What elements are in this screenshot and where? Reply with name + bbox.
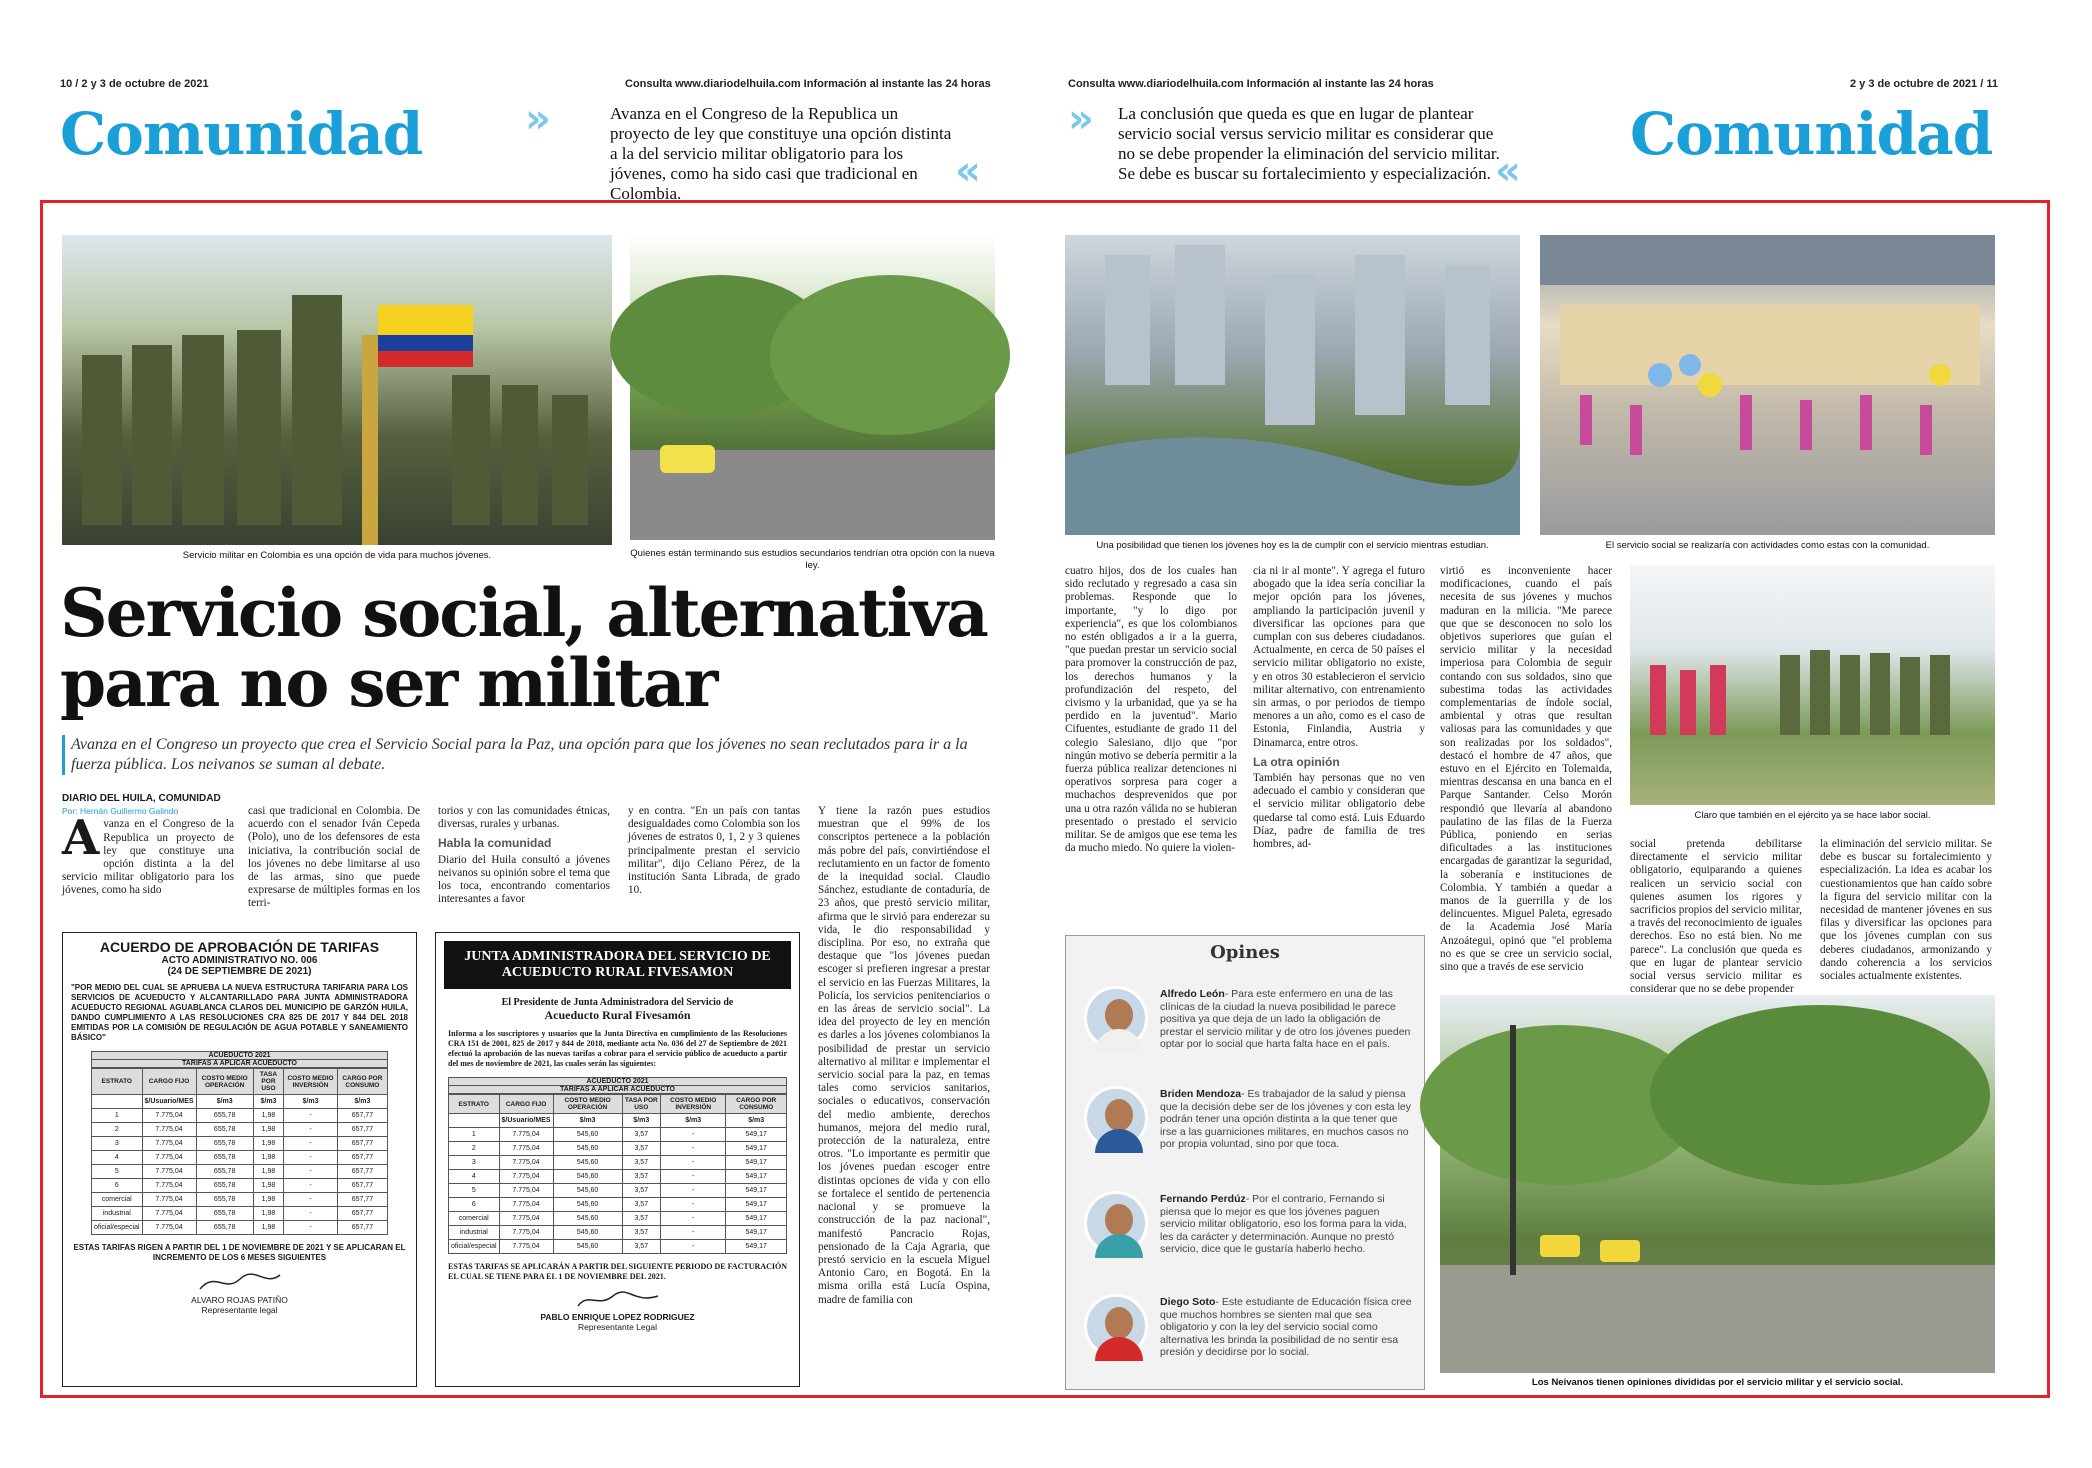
table-cell: 3,57 [622,1184,660,1198]
table-cell: 1,98 [253,1123,283,1137]
table-cell: comercial [92,1193,143,1207]
ad2-intro-1: El Presidente de Junta Administradora del Servicio de [501,997,734,1008]
ad-tariffs-aguablanca [62,932,417,1387]
col1-text: vanza en el Congreso de la Republica un proyecto de ley que constituye una opción distinta a la del servicio militar obligatorio para los jóvenes, como ha sido [62,818,234,897]
r-col2a-text: cia ni ir al monte". Y agrega el futuro abogado que la idea sería conciliar la mejor opción para los jóvenes, ampliando la participación juvenil y diversificar las opciones para que cumplan con sus deberes ciudadanos. Actualmente, en cerca de 50 países el servicio militar obligatorio no existe, y en otros 30 establecieron el servicio militar alternativo, con entrenamiento sin armas, o por periodos de tiempo menores a un año, como es el caso de Estonia, Finlandia, Austria y Dinamarca, entre otros. [1253,565,1425,749]
opines-title: Opines [1210,942,1280,963]
table-header-cell: CARGO FIJO [142,1069,196,1095]
table-cell: 657,77 [337,1193,387,1207]
table-cell: 7.775,04 [142,1165,196,1179]
left-page-number-date: 10 / 2 y 3 de octubre de 2021 [60,78,209,90]
left-pull-quote: Avanza en el Congreso de la Republica un proyecto de ley que constituye una opción distinta a la del servicio militar obligatorio para los jóvenes, como ha sido casi que tradicional en Colombia. [610,104,952,203]
table-cell: oficial/especial [449,1240,500,1254]
article-byline: DIARIO DEL HUILA, COMUNIDAD [62,793,221,804]
table-header-cell: COSTO MEDIO INVERSIÓN [284,1069,338,1095]
ad1-subtitle-1: ACTO ADMINISTRATIVO NO. 006 [161,955,318,966]
caption-soldiers: Servicio militar en Colombia es una opción de vida para muchos jóvenes. [182,550,492,561]
table-row [92,1207,388,1221]
table-cell: 549,17 [726,1240,787,1254]
table-row [92,1165,388,1179]
ad1-signature-icon [195,1269,285,1295]
table-cell: 2 [92,1123,143,1137]
table-cell: - [284,1137,338,1151]
table-cell: 3 [92,1137,143,1151]
table-row [92,1137,388,1151]
table-header-row [449,1095,787,1114]
table-row [449,1128,787,1142]
opinion-item-0 [1160,988,1416,1051]
chevron-left-icon: « [955,148,981,194]
opinion-item-2 [1160,1193,1416,1256]
ad1-title: ACUERDO DE APROBACIÓN DE TARIFAS [99,939,380,955]
caption-park: Los Neivanos tienen opiniones divididas por el servicio militar y el servicio social. [1531,1377,1904,1388]
avatar-shirt-0 [1095,1029,1143,1053]
table-cell: 7.775,04 [499,1128,553,1142]
article-col-1 [62,792,234,922]
ad2-table-title-2: TARIFAS A APLICAR ACUEDUCTO [448,1086,787,1094]
table-cell: 655,78 [196,1221,253,1235]
table-row [449,1142,787,1156]
table-unit-cell: $/Usuario/MES [142,1095,196,1109]
photo-street [630,235,995,540]
table-cell: 7.775,04 [142,1193,196,1207]
right-col-2 [1253,565,1425,925]
right-page-number-date: 2 y 3 de octubre de 2021 / 11 [1850,78,1998,90]
table-cell: - [660,1226,725,1240]
opinion-name: Alfredo León [1160,988,1225,1000]
table-cell: 1,98 [253,1207,283,1221]
ad1-table-title-2: TARIFAS A APLICAR ACUEDUCTO [91,1060,388,1068]
table-cell: 7.775,04 [142,1221,196,1235]
park-illustration [1440,995,1995,1373]
caption-street: Quienes están terminando sus estudios secundarios tendrían otra opción con la nueva ley. [630,548,995,571]
table-cell: 7.775,04 [499,1212,553,1226]
table-cell: 549,17 [726,1128,787,1142]
right-website-line: Consulta www.diariodelhuila.com Información al instante las 24 horas [1068,78,1434,90]
table-cell: - [284,1151,338,1165]
table-header-cell: CARGO POR CONSUMO [726,1095,787,1114]
table-cell: 3,57 [622,1142,660,1156]
left-page-number: 10 [60,78,73,90]
table-row [92,1179,388,1193]
right-col-5: la eliminación del servicio militar. Se debe es buscar su fortalecimiento y especialización. La idea es acabar los cuestionamientos que han caído sobre la figura del servicio militar con la necesidad de mantener jóvenes en sus filas y diversificar las opciones para que los jóvenes cumplan con sus deberes ciudadanos, armonizando y dando coherencia a los servicios sociales actualmente existentes. [1820,838,1992,983]
table-units-row [449,1114,787,1128]
headline-line-2: para no ser militar [60,644,717,722]
table-row [449,1212,787,1226]
table-cell: 7.775,04 [499,1156,553,1170]
table-cell: 657,77 [337,1207,387,1221]
right-col-3: virtió es inconveniente hacer modificaciones, cuando el país necesita de sus jóvenes y muchos maduran en la milicia. "Me parece que que se desconocen no solo los objetivos superiores que guían el servicio militar y la necesidad imperiosa para Colombia de seguir contando con sus soldados, sino que subestima todas las actividades complementarias de índole social, ambiental y otras que resultan valiosas para las comunidades y que son realizadas por los soldados", destacó el hombre de 47 años, que estuvo en el Ejército en Tolemaida, mientras descansa en una banca en el Parque Santander. Celso Morón respondió que llevaría al abandono paulatino de las filas de la Fuerza Pública, poniendo en serias dificultades a las instituciones encargadas de garantizar la seguridad, la soberanía e instituciones de Colombia. Y también a quedar a manos de la guerrilla y de los delincuentes. Miguel Paleta, egresado de la Academia José María Anzoátegui, opinó que "el problema no es que se cree un servicio social, sino que a través de ese servicio [1440,565,1612,974]
photo-park [1440,995,1995,1373]
table-header-cell: COSTO MEDIO OPERACIÓN [196,1069,253,1095]
table-row [449,1184,787,1198]
table-header-row [92,1069,388,1095]
table-cell: 549,17 [726,1226,787,1240]
table-cell: 655,78 [196,1137,253,1151]
right-page-number: 11 [1986,78,1998,90]
table-cell: - [660,1170,725,1184]
table-cell: 655,78 [196,1207,253,1221]
left-section-title: Comunidad [60,100,423,168]
table-cell: - [284,1207,338,1221]
chevron-right-icon: » [525,96,551,142]
table-header-cell: ESTRATO [449,1095,500,1114]
table-cell: 655,78 [196,1165,253,1179]
table-cell: - [660,1128,725,1142]
table-unit-cell [449,1114,500,1128]
table-cell: - [284,1109,338,1123]
chevron-right-icon: » [1068,96,1094,142]
article-headline [60,574,1010,722]
table-cell: 3,57 [622,1226,660,1240]
court-illustration [1540,235,1995,535]
table-cell: 655,78 [196,1109,253,1123]
opinion-item-1 [1160,1088,1416,1151]
ad1-table-title-1: ACUEDUCTO 2021 [91,1051,388,1060]
ad1-tariff-table [91,1068,388,1235]
opines-box [1065,935,1425,1390]
table-cell: 545,60 [553,1184,622,1198]
army-social-illustration [1630,565,1995,805]
table-cell: 545,60 [553,1128,622,1142]
table-cell: 5 [92,1165,143,1179]
ad1-table-wrap [71,1051,408,1235]
table-cell: 3,57 [622,1128,660,1142]
table-cell: 7.775,04 [499,1142,553,1156]
table-row [449,1198,787,1212]
table-cell: 1,98 [253,1165,283,1179]
opinion-text: - Es trabajador de la salud y piensa que la decisión debe ser de los jóvenes y con esta ley podrán tener una opción distinta a la que tener que irse a las guarniciones militares, en muchos casos no por propia voluntad, sino por que toca. [1160,1088,1411,1150]
avatar [1084,986,1148,1050]
table-cell: 7.775,04 [142,1179,196,1193]
table-cell: 657,77 [337,1151,387,1165]
ad2-tariff-table [448,1094,787,1254]
caption-army-social: Claro que también en el ejército ya se hace labor social. [1694,810,1931,821]
caption-stream: Una posibilidad que tienen los jóvenes hoy es la de cumplir con el servicio mientras estudian. [1096,540,1489,551]
table-cell: 655,78 [196,1179,253,1193]
table-cell: 545,60 [553,1226,622,1240]
table-cell: - [660,1198,725,1212]
table-cell: 1,98 [253,1179,283,1193]
ad1-signer-role: Representante legal [201,1305,278,1315]
street-illustration [630,235,995,540]
table-cell: 6 [92,1179,143,1193]
table-cell: 549,17 [726,1156,787,1170]
table-cell: - [660,1184,725,1198]
ad2-content [436,997,799,1332]
right-col-1: cuatro hijos, dos de los cuales han sido reclutado y regresado a casa sin problemas. Responde que lo importante, "y lo digo por experiencia", es que los colombianos no estén obligados a ir a la guerra, "que puedan prestar un servicio social para promover la construcción de paz, los derechos humanos y la profundización del respeto, del civismo y la urbanidad, que ya se ha perdido en la juventud". Mario Cifuentes, estudiante de grado 11 del colegio Salesiano, dijo que "por ningún motivo se debería permitir a la fuerza pública realizar detenciones ni operativos sorpresa para coger a muchachos desprevenidos que por una u otra razón válida no se hubieran presentado o prestado el servicio militar. Se de amigos que ese tema les da mucho miedo. No quiere la violen- [1065,565,1237,855]
table-row [92,1109,388,1123]
ad2-signer-role: Representante Legal [578,1322,657,1332]
table-cell: - [284,1193,338,1207]
left-page-date: 2 y 3 de octubre de 2021 [81,78,209,90]
table-units-row [92,1095,388,1109]
opinion-name: Diego Soto [1160,1296,1216,1308]
caption-court: El servicio social se realizaría con actividades como estas con la comunidad. [1605,540,1930,551]
table-unit-cell: $/m3 [253,1095,283,1109]
stream-illustration [1065,235,1520,535]
avatar [1084,1191,1148,1255]
table-cell: - [660,1142,725,1156]
ad2-body: Informa a los suscriptores y usuarios que la Junta Directiva en cumplimiento de las Resoluciones CRA 151 de 2001, 825 de 2017 y 844 de 2018, mediante acta No. 036 del 27 de Septiembre de 2021 efectuó la aprobación de las nuevas tarifas a cobrar para el servicio público de acueducto a partir del mes de noviembre de 2021, las cuales serán las siguientes: [448,1029,787,1068]
article-subhead: Avanza en el Congreso un proyecto que crea el Servicio Social para la Paz, una opción para que los jóvenes no sean reclutados para ir a la fuerza pública. Los neivanos se suman al debate. [62,735,992,775]
table-cell: 7.775,04 [142,1137,196,1151]
table-cell: - [284,1165,338,1179]
table-cell: 7.775,04 [142,1123,196,1137]
opinion-item-3 [1160,1296,1416,1359]
table-cell: - [284,1221,338,1235]
opinion-name: Briden Mendoza [1160,1088,1242,1100]
table-row [92,1221,388,1235]
table-cell: - [660,1240,725,1254]
ad2-table-title-1: ACUEDUCTO 2021 [448,1077,787,1086]
table-cell: 549,17 [726,1142,787,1156]
table-cell: 3,57 [622,1212,660,1226]
table-header-cell: CARGO POR CONSUMO [337,1069,387,1095]
right-section-title: Comunidad [1630,100,1993,168]
right-pull-quote: La conclusión que queda es que en lugar de plantear servicio social versus servicio militar es considerar que no se debe propender la eliminación del servicio militar. Se debe es buscar su fortalecimiento y especialización. [1118,104,1500,183]
table-cell: 657,77 [337,1221,387,1235]
table-cell: 657,77 [337,1123,387,1137]
r-col2b-text: También hay personas que no ven adecuado el cambio y consideran que el servicio militar obligatorio debe quedarse tal como está. Luis Eduardo Díaz, padre de familia de tres hombres, ad- [1253,772,1425,851]
table-cell: 3 [449,1156,500,1170]
table-cell: 545,60 [553,1212,622,1226]
table-cell: 1,98 [253,1109,283,1123]
r-col2-subhead: La otra opinión [1253,754,1340,769]
table-unit-cell: $/m3 [726,1114,787,1128]
table-row [92,1151,388,1165]
table-unit-cell [92,1095,143,1109]
ad2-title: JUNTA ADMINISTRADORA DEL SERVICIO DE ACUEDUCTO RURAL FIVESAMON [444,941,791,989]
table-cell: - [660,1156,725,1170]
table-cell: 549,17 [726,1198,787,1212]
article-col-2: casi que tradicional en Colombia. De acuerdo con el senador Iván Cepeda (Polo), uno de los defensores de esta iniciativa, la contribución social de los jóvenes no debe limitarse al uso de las armas, sino que puede expresarse de múltiples formas en los terri- [248,805,420,910]
table-cell: 3,57 [622,1170,660,1184]
article-col-4: y en contra. "En un país con tantas desigualdades como Colombia son los jóvenes de estratos 0, 1, 2 y 3 quienes principalmente prestan el servicio militar", dijo Celiano Pérez, de la institución Santa Librada, de grado 10. [628,805,800,897]
avatar [1084,1294,1148,1358]
right-page-date: 2 y 3 de octubre de 2021 [1850,78,1978,90]
ad2-footer: ESTAS TARIFAS SE APLICARÁN A PARTIR DEL SIGUIENTE PERIODO DE FACTURACIÓN EL CUAL SE TIENE PARA EL 1 DE NOVIEMBRE DEL 2021. [448,1262,787,1281]
right-col-4: social pretenda debilitarse directamente el servicio militar obligatorio, equiparando a quienes realicen un servicio social con quienes asumen los rigores y sacrificios propios del servicio militar, a través del reconocimiento de iguales derechos. Eso no está bien. No me parece". La conclusión que queda es que en lugar de plantear servicio social versus servicio militar es considerar que no se debe propender [1630,838,1802,996]
table-cell: 545,60 [553,1156,622,1170]
table-cell: 7.775,04 [499,1170,553,1184]
table-cell: 549,17 [726,1170,787,1184]
table-row [92,1193,388,1207]
table-cell: 1,98 [253,1151,283,1165]
col3-subhead: Habla la comunidad [438,836,552,851]
table-cell: 7.775,04 [142,1109,196,1123]
table-row [449,1226,787,1240]
col3a-text: torios y con las comunidades étnicas, diversas, rurales y urbanas. [438,805,610,831]
avatar [1084,1086,1148,1150]
table-row [449,1170,787,1184]
photo-stream [1065,235,1520,535]
dropcap: A [62,810,100,867]
opinion-name: Fernando Perdúz [1160,1193,1246,1205]
table-cell: 545,60 [553,1240,622,1254]
table-cell: 1 [92,1109,143,1123]
table-cell: 1 [449,1128,500,1142]
table-cell: 655,78 [196,1123,253,1137]
table-cell: 657,77 [337,1137,387,1151]
table-cell: - [284,1123,338,1137]
table-cell: 7.775,04 [499,1226,553,1240]
table-cell: 655,78 [196,1151,253,1165]
photo-soldiers [62,235,612,545]
table-cell: 3,57 [622,1198,660,1212]
table-cell: 657,77 [337,1109,387,1123]
table-cell: 4 [92,1151,143,1165]
table-cell: 655,78 [196,1193,253,1207]
table-cell: - [284,1179,338,1193]
table-cell: 545,60 [553,1198,622,1212]
table-header-cell: COSTO MEDIO INVERSIÓN [660,1095,725,1114]
headline-line-1: Servicio social, alternativa [60,574,987,652]
table-header-cell: ESTRATO [92,1069,143,1095]
table-cell: 657,77 [337,1165,387,1179]
table-unit-cell: $/Usuario/MES [499,1114,553,1128]
table-cell: industrial [92,1207,143,1221]
article-author: Por: Hernán Guillermo Galindo [62,806,179,817]
table-unit-cell: $/m3 [196,1095,253,1109]
ad2-signer: PABLO ENRIQUE LOPEZ RODRIGUEZ [540,1312,695,1322]
table-unit-cell: $/m3 [337,1095,387,1109]
table-header-cell: COSTO MEDIO OPERACIÓN [553,1095,622,1114]
table-cell: 3,57 [622,1240,660,1254]
table-header-cell: TASA POR USO [253,1069,283,1095]
table-cell: 2 [449,1142,500,1156]
table-cell: 7.775,04 [142,1151,196,1165]
photo-court [1540,235,1995,535]
table-cell: 6 [449,1198,500,1212]
opinion-text: - Este estudiante de Educación física cree que muchos hombres se sienten mal que sea obligatorio y con la ley del servicio social como alternativa les brinda la posibilidad de no sentir esa presión y decidirse por lo social. [1160,1296,1412,1358]
article-col-3 [438,805,610,922]
article-col-5: Y tiene la razón pues estudios muestran que el 99% de los conscriptos pertenece a la población más pobre del país, convirtiéndose el reclutamiento en un factor de fomento de la inequidad social. Claudio Sánchez, estudiante de contaduría, de 23 años, que prestó servicio militar, afirma que le sirvió para enderezar su vida, le dio responsabilidad y disciplina. Por eso, no extraña que destaque que "los jóvenes puedan escoger si prefieren ingresar a prestar el servicio en las Fuerzas Militares, la Policía, los servicios penitenciarios o en las áreas de servicio social". La idea del proyecto de ley en mención es darles a los jóvenes colombianos la posibilidad de prestar un servicio alternativo al militar e implementar el servicio social para la paz, en temas tales como servicios sanitarios, sociales o educativos, conservación del medio ambiente, derechos humanos, mejora del medio rural, protección de la naturaleza, entre otros. "Lo importante es permitir que los jóvenes puedan escoger entre distintas opciones de vida y con ello se fortalece el sentido de pertenencia nacional y se promueve la construcción de la paz nacional", manifestó Pancracio Rojas, pensionado de la Caja Agraria, que prestó servicio en la escuela Miguel Antonio Caro, en Bogotá. En la misma orilla está Lucía Ospina, madre de familia con [818,805,990,1306]
table-row [92,1123,388,1137]
table-cell: 3,57 [622,1156,660,1170]
table-cell: 7.775,04 [499,1184,553,1198]
soldiers-illustration [62,235,612,545]
opinion-text: - Por el contrario, Fernando si piensa que lo mejor es que los jóvenes paguen servicio militar obligatorio, eso los forma para la vida, les da carácter y determinación. Aunque no prestó servicio, dice que le gustaría haberlo hecho. [1160,1193,1407,1255]
table-cell: 549,17 [726,1184,787,1198]
table-cell: 7.775,04 [499,1240,553,1254]
ad1-footer: ESTAS TARIFAS RIGEN A PARTIR DEL 1 DE NOVIEMBRE DE 2021 Y SE APLICARAN EL INCREMENTO DE LOS 6 MESES SIGUIENTES [73,1243,406,1262]
table-cell: 1,98 [253,1221,283,1235]
opinion-text: - Para este enfermero en una de las clínicas de la ciudad la nueva posibilidad le parece positiva ya que deja de un lado la obligación de prestar el servicio militar y de otro los jóvenes pueden optar por lo social que harta falta hace en el país. [1160,988,1411,1050]
table-cell: comercial [449,1212,500,1226]
table-header-cell: CARGO FIJO [499,1095,553,1114]
table-cell: 5 [449,1184,500,1198]
chevron-left-icon: « [1495,148,1521,194]
table-unit-cell: $/m3 [622,1114,660,1128]
photo-army-social [1630,565,1995,805]
table-cell: industrial [449,1226,500,1240]
ad-tariffs-fivesamon [435,932,800,1387]
table-cell: 4 [449,1170,500,1184]
table-cell: 545,60 [553,1142,622,1156]
table-cell: 1,98 [253,1137,283,1151]
ad2-intro-2: Acueducto Rural Fivesamón [544,1008,691,1022]
table-cell: 7.775,04 [142,1207,196,1221]
ad1-body: "POR MEDIO DEL CUAL SE APRUEBA LA NUEVA ESTRUCTURA TARIFARIA PARA LOS SERVICIOS DE ACUEDUCTO Y ALCANTARILLADO PARA JUNTA ADMINISTRADORA ACUEDUCTO REGIONAL AGUABLANCA CLAROS DEL MUNICIPIO DE GARZÓN HUILA, DANDO CUMPLIMIENTO A LAS RESOLUCIONES CRA 825 DE 2017 Y 844 DEL 2018 EMITIDAS POR LA COMISIÓN DE REGULACIÓN DE AGUA POTABLE Y SANEAMIENTO BÁSICO" [71,983,408,1042]
ad1-subtitle-2: (24 DE SEPTIEMBRE DE 2021) [167,966,312,977]
table-cell: 1,98 [253,1193,283,1207]
left-website-line: Consulta www.diariodelhuila.com Información al instante las 24 horas [625,78,991,90]
table-row [449,1156,787,1170]
table-row [449,1240,787,1254]
table-cell: 545,60 [553,1170,622,1184]
col3b-text: Diario del Huila consultó a jóvenes neivanos su opinión sobre el tema que los toca, encontrando comentarios interesantes a favor [438,853,610,906]
table-header-cell: TASA POR USO [622,1095,660,1114]
table-cell: 549,17 [726,1212,787,1226]
table-cell: oficial/especial [92,1221,143,1235]
ad2-signature-icon [573,1288,663,1312]
table-cell: 657,77 [337,1179,387,1193]
table-cell: 7.775,04 [499,1198,553,1212]
table-cell: - [660,1212,725,1226]
ad1-signer: ALVARO ROJAS PATIÑO [191,1295,288,1305]
table-unit-cell: $/m3 [660,1114,725,1128]
table-unit-cell: $/m3 [284,1095,338,1109]
table-unit-cell: $/m3 [553,1114,622,1128]
